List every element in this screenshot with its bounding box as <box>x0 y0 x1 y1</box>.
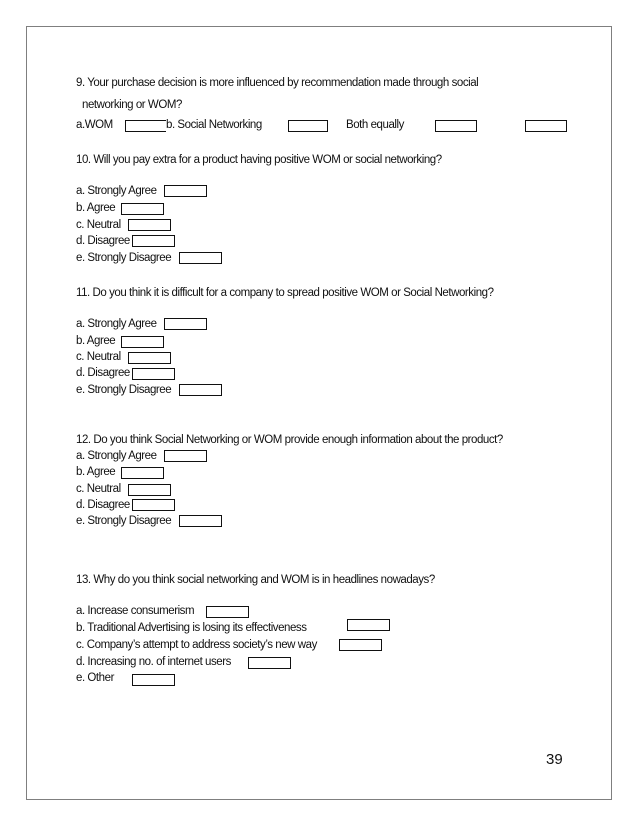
option-10b-checkbox[interactable] <box>121 203 164 215</box>
option-13a-label: a. Increase consumerism <box>76 605 195 617</box>
option-11c-checkbox[interactable] <box>128 352 171 364</box>
option-13b-checkbox[interactable] <box>347 619 390 631</box>
option-13d-label: d. Increasing no. of internet users <box>76 656 231 668</box>
option-13e-checkbox[interactable] <box>132 674 175 686</box>
question-11: 11. Do you think it is difficult for a company to spread positive WOM or Social Networking? <box>76 287 494 299</box>
option-11d-label: d. Disagree <box>76 367 130 379</box>
option-13c-label: c. Company’s attempt to address society’s new way <box>76 639 317 651</box>
option-10c-label: c. Neutral <box>76 219 121 231</box>
question-9: 9. Your purchase decision is more influenced by recommendation made through social <box>76 77 479 89</box>
option-9a-checkbox[interactable] <box>125 120 168 132</box>
option-11b-checkbox[interactable] <box>121 336 164 348</box>
option-12b-label: b. Agree <box>76 466 116 478</box>
option-10d-label: d. Disagree <box>76 235 130 247</box>
option-12a-label: a. Strongly Agree <box>76 450 157 462</box>
option-12e-label: e. Strongly Disagree <box>76 515 172 527</box>
option-12a-checkbox[interactable] <box>164 450 207 462</box>
option-11e-checkbox[interactable] <box>179 384 222 396</box>
option-9c-label: Both equally <box>346 119 404 131</box>
option-10d-checkbox[interactable] <box>132 235 175 247</box>
option-12d-label: d. Disagree <box>76 499 130 511</box>
option-11b-label: b. Agree <box>76 335 116 347</box>
option-9b-label: b. Social Networking <box>166 119 262 131</box>
option-10a-checkbox[interactable] <box>164 185 207 197</box>
option-11d-checkbox[interactable] <box>132 368 175 380</box>
option-12d-checkbox[interactable] <box>132 499 175 511</box>
option-10c-checkbox[interactable] <box>128 219 171 231</box>
option-12c-label: c. Neutral <box>76 483 121 495</box>
option-11e-label: e. Strongly Disagree <box>76 384 172 396</box>
option-12e-checkbox[interactable] <box>179 515 222 527</box>
option-11a-checkbox[interactable] <box>164 318 207 330</box>
question-9-continued: networking or WOM? <box>82 99 182 111</box>
option-9a-label: a.WOM <box>76 119 113 131</box>
option-13b-label: b. Traditional Advertising is losing its effectiveness <box>76 622 307 634</box>
option-13d-checkbox[interactable] <box>248 657 291 669</box>
page-number: 39 <box>546 751 563 768</box>
option-13a-checkbox[interactable] <box>206 606 249 618</box>
option-11c-label: c. Neutral <box>76 351 121 363</box>
option-10a-label: a. Strongly Agree <box>76 185 157 197</box>
question-10: 10. Will you pay extra for a product having positive WOM or social networking? <box>76 154 442 166</box>
question-12: 12. Do you think Social Networking or WOM provide enough information about the product? <box>76 434 503 446</box>
question-13: 13. Why do you think social networking and WOM is in headlines nowadays? <box>76 574 435 586</box>
option-10e-label: e. Strongly Disagree <box>76 252 172 264</box>
option-9d-checkbox[interactable] <box>525 120 567 132</box>
option-11a-label: a. Strongly Agree <box>76 318 157 330</box>
option-12c-checkbox[interactable] <box>128 484 171 496</box>
option-13e-label: e. Other <box>76 672 114 684</box>
option-10e-checkbox[interactable] <box>179 252 222 264</box>
option-10b-label: b. Agree <box>76 202 116 214</box>
option-13c-checkbox[interactable] <box>339 639 382 651</box>
option-12b-checkbox[interactable] <box>121 467 164 479</box>
option-9b-checkbox[interactable] <box>288 120 328 132</box>
option-9c-checkbox[interactable] <box>435 120 477 132</box>
